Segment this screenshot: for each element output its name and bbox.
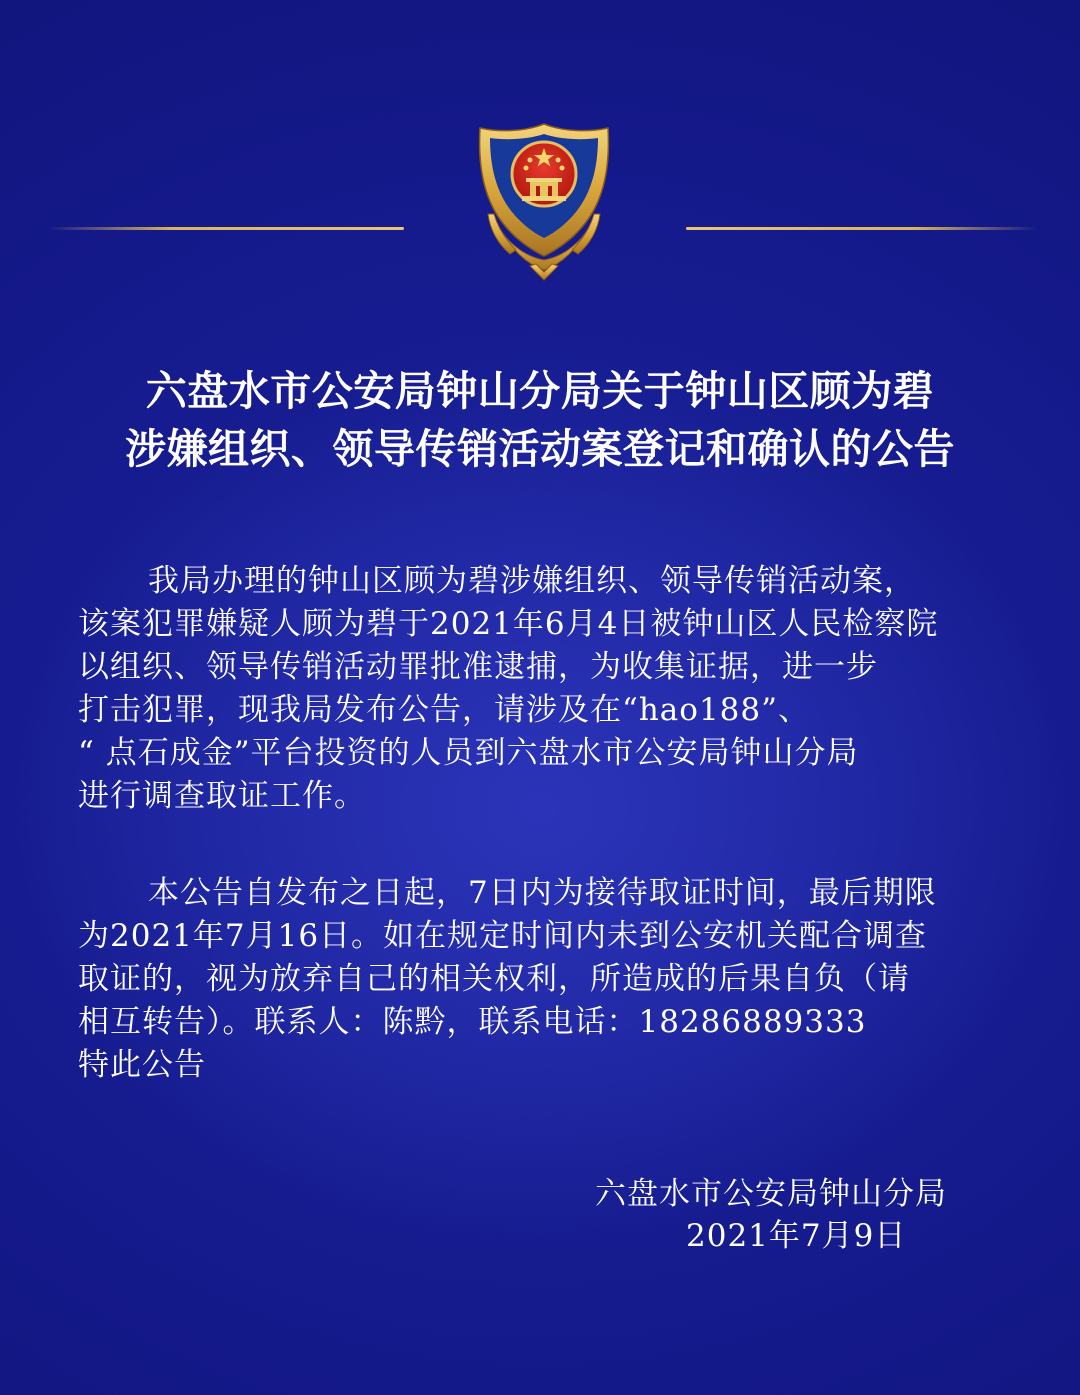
- paragraph-2: [78, 872, 1038, 1087]
- gold-divider-left: [48, 227, 404, 230]
- paragraph-2-line: 取证的，视为放弃自己的相关权利，所造成的后果自负（请: [78, 961, 910, 997]
- paragraph-2-line: 为2021年7月16日。如在规定时间内未到公安机关配合调查: [78, 918, 928, 954]
- paragraph-1-line: 以组织、领导传销活动罪批准逮捕，为收集证据，进一步: [78, 649, 878, 685]
- paragraph-2-line: 本公告自发布之日起，7日内为接待取证时间，最后期限: [148, 875, 937, 911]
- paragraph-1-line: 进行调查取证工作。: [78, 778, 366, 814]
- signature-date: 2021年7月9日: [686, 1218, 907, 1254]
- title-line-2: 涉嫌组织、领导传销活动案登记和确认的公告: [125, 425, 955, 473]
- paragraph-2-line: 相互转告）。联系人：陈黔，联系电话：18286889333: [78, 1004, 867, 1040]
- paragraph-2-line: 特此公告: [78, 1047, 206, 1083]
- gold-divider-right: [686, 227, 1038, 230]
- police-emblem-icon: [470, 118, 618, 286]
- title-line-1: 六盘水市公安局钟山分局关于钟山区顾为碧: [145, 367, 935, 415]
- paragraph-1: [78, 560, 1038, 818]
- paragraph-1-line: 该案犯罪嫌疑人顾为碧于2021年6月4日被钟山区人民检察院: [78, 606, 939, 642]
- announcement-title: [60, 362, 1020, 478]
- paragraph-1-line: “ 点石成金”平台投资的人员到六盘水市公安局钟山分局: [78, 735, 859, 771]
- paragraph-1-line: 我局办理的钟山区顾为碧涉嫌组织、领导传销活动案，: [148, 563, 916, 599]
- paragraph-1-line: 打击犯罪，现我局发布公告，请涉及在“hao188”、: [78, 692, 810, 728]
- signature-organization: 六盘水市公安局钟山分局: [595, 1176, 947, 1212]
